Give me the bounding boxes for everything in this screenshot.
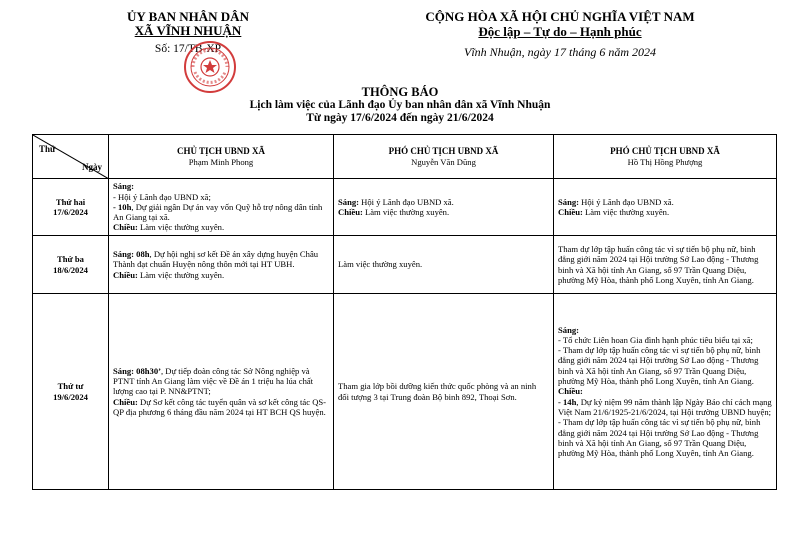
- afternoon-label: Chiều:: [558, 207, 583, 217]
- item-text: Làm việc thường xuyên.: [137, 222, 225, 233]
- org-name-line1: ỦY BAN NHÂN DÂN: [127, 9, 249, 24]
- item-text: Tham gia lớp bồi dưỡng kiến thức quốc phòng và an ninh đối tượng 3 tại Trung đoàn Bộ binh 892, Thoại Sơn.: [338, 381, 537, 402]
- day-cell: [33, 179, 109, 236]
- morning-item: - Hội ý Lãnh đạo UBND xã;: [113, 191, 211, 202]
- morning-label: Sáng:: [113, 181, 135, 192]
- schedule-cell: [554, 294, 777, 490]
- document-title: [0, 86, 800, 125]
- title-line2: Lịch làm việc của Lãnh đạo Ủy ban nhân dân xã Vĩnh Nhuận: [249, 99, 551, 111]
- day-name: Thứ ba: [57, 254, 84, 265]
- morning-label: Sáng:: [338, 196, 360, 207]
- morning-label: Sáng:: [558, 196, 580, 207]
- morning-label: Sáng:: [558, 324, 580, 335]
- day-name: Thứ tư: [57, 381, 84, 392]
- item-text: Làm việc thường xuyên.: [582, 207, 670, 217]
- table-row: [33, 294, 777, 490]
- afternoon-label: Chiều:: [113, 396, 138, 407]
- morning-item: - Tham dự lớp tập huấn công tác vì sự tiến bộ phụ nữ, bình đẳng giới năm 2024 tại Hội trường Sở Lao động - Thương binh và Xã hội tỉnh An Giang, số 97 Trần Quang Diệu, phường Mỹ Hòa, thành phố Long Xuyên, tỉnh An Giang.: [558, 345, 761, 387]
- column-person-name: Phạm Minh Phong: [188, 156, 254, 167]
- schedule-table: [32, 134, 777, 490]
- afternoon-item: [558, 397, 772, 418]
- column-title: CHỦ TỊCH UBND XÃ: [176, 146, 266, 157]
- national-header: [360, 10, 760, 60]
- nation-motto: Độc lập – Tự do – Hạnh phúc: [478, 24, 642, 39]
- column-person-name: Hồ Thị Hồng Phượng: [627, 156, 703, 167]
- corner-label-bottom: Ngày: [82, 161, 102, 172]
- item-text: Làm việc thường xuyên.: [338, 259, 423, 270]
- table-row: [33, 179, 777, 236]
- column-title: PHÓ CHỦ TỊCH UBND XÃ: [610, 146, 720, 157]
- afternoon-line: [558, 207, 772, 217]
- day-header-cell: [33, 135, 109, 179]
- item-text: , Dự tiếp đoàn công tác Sở Nông nghiệp và PTNT tỉnh An Giang làm việc về Đề án 1 triệu ha lúa chất lượng cao tại P. NN&PTNT;: [113, 365, 314, 397]
- day-cell: [33, 236, 109, 294]
- item-text: Tham dự lớp tập huấn công tác vì sự tiến bộ phụ nữ, bình đẳng giới năm 2024 tại Hội trường Sở Lao động - Thương binh và Xã hội tỉnh An Giang, số 97 Trần Quang Diệu, phường Mỹ Hòa, thành phố Long Xuyên, tỉnh An Giang.: [558, 243, 759, 285]
- table-row: [33, 236, 777, 294]
- title-line3: Từ ngày 17/6/2024 đến ngày 21/6/2024: [306, 112, 494, 124]
- afternoon-label: Chiều:: [113, 222, 138, 233]
- time-label: - 14h: [558, 396, 577, 407]
- item-text: Làm việc thường xuyên.: [362, 207, 450, 217]
- nation-name: CỘNG HÒA XÃ HỘI CHỦ NGHĨA VIỆT NAM: [425, 9, 695, 24]
- column-header-vice-chairman-2: [554, 135, 777, 179]
- title-line1: THÔNG BÁO: [361, 85, 439, 99]
- item-text: Hội ý Lãnh đạo UBND xã.: [579, 196, 674, 207]
- afternoon-line: [113, 270, 329, 280]
- day-date: 18/6/2024: [53, 264, 88, 275]
- column-header-chairman: [109, 135, 334, 179]
- day-date: 17/6/2024: [53, 207, 88, 217]
- afternoon-line: [113, 222, 329, 232]
- morning-label: Sáng: 08h30’: [113, 365, 161, 376]
- item-text: Dự Sơ kết công tác tuyển quân và sơ kết công tác QS-QP địa phương 6 tháng đầu năm 2024 tại HT BCH QS huyện.: [113, 396, 327, 417]
- schedule-cell: [334, 236, 554, 294]
- afternoon-label: Chiều:: [113, 269, 138, 280]
- schedule-cell: [554, 179, 777, 236]
- morning-line: [558, 197, 772, 207]
- afternoon-label: Chiều:: [558, 386, 583, 397]
- schedule-cell: [334, 179, 554, 236]
- day-cell: [33, 294, 109, 490]
- schedule-cell: [109, 294, 334, 490]
- document-number: Số: 17/TB-XP: [154, 43, 222, 55]
- morning-label: Sáng: 08h: [113, 249, 150, 260]
- column-person-name: Nguyễn Văn Dũng: [411, 156, 476, 167]
- place-date: Vĩnh Nhuận, ngày 17 tháng 6 năm 2024: [464, 45, 656, 59]
- schedule-cell: [109, 236, 334, 294]
- column-title: PHÓ CHỦ TỊCH UBND XÃ: [388, 146, 499, 157]
- morning-line: [338, 197, 549, 207]
- item-text: Hội ý Lãnh đạo UBND xã.: [359, 196, 454, 207]
- table-header-row: [33, 135, 777, 179]
- day-name: Thứ hai: [55, 196, 86, 207]
- morning-item: [113, 202, 329, 223]
- morning-line: [113, 249, 329, 270]
- afternoon-line: [338, 207, 549, 217]
- column-header-vice-chairman-1: [334, 135, 554, 179]
- item-text: , Dự hội nghị sơ kết Đề án xây dựng huyện Châu Thành đạt chuẩn Huyện nông thôn mới tại HT UBH.: [113, 249, 319, 270]
- afternoon-line: [113, 397, 329, 418]
- morning-line: [113, 366, 329, 397]
- corner-label-top: Thứ: [39, 144, 56, 154]
- item-text: , Dự giải ngân Dự án vay vốn Quỹ hỗ trợ nông dân tỉnh An Giang tại xã.: [113, 201, 323, 223]
- afternoon-item: - Tham dự lớp tập huấn công tác vì sự tiến bộ phụ nữ, bình đẳng giới năm 2024 tại Hội trường Sở Lao động - Thương binh và Xã hội tỉnh An Giang, số 97 Trần Quang Diệu, phường Mỹ Hòa, thành phố Long Xuyên, tỉnh An Giang.: [558, 417, 761, 459]
- time-label: - 10h: [113, 201, 132, 212]
- morning-item: - Tổ chức Liên hoan Gia đình hạnh phúc tiêu biểu tại xã;: [558, 334, 753, 345]
- schedule-cell: [109, 179, 334, 236]
- afternoon-label: Chiều:: [338, 207, 363, 217]
- org-name-line2: XÃ VĨNH NHUẬN: [134, 23, 242, 38]
- schedule-cell: [554, 236, 777, 294]
- diagonal-divider: [33, 135, 109, 179]
- day-date: 19/6/2024: [53, 391, 88, 402]
- schedule-cell: [334, 294, 554, 490]
- item-text: Làm việc thường xuyên.: [137, 269, 225, 280]
- item-text: , Dự kỷ niệm 99 năm thành lập Ngày Báo chí cách mạng Việt Nam 21/6/1925-21/6/2024, tại Hội trường UBND huyện;: [558, 396, 772, 417]
